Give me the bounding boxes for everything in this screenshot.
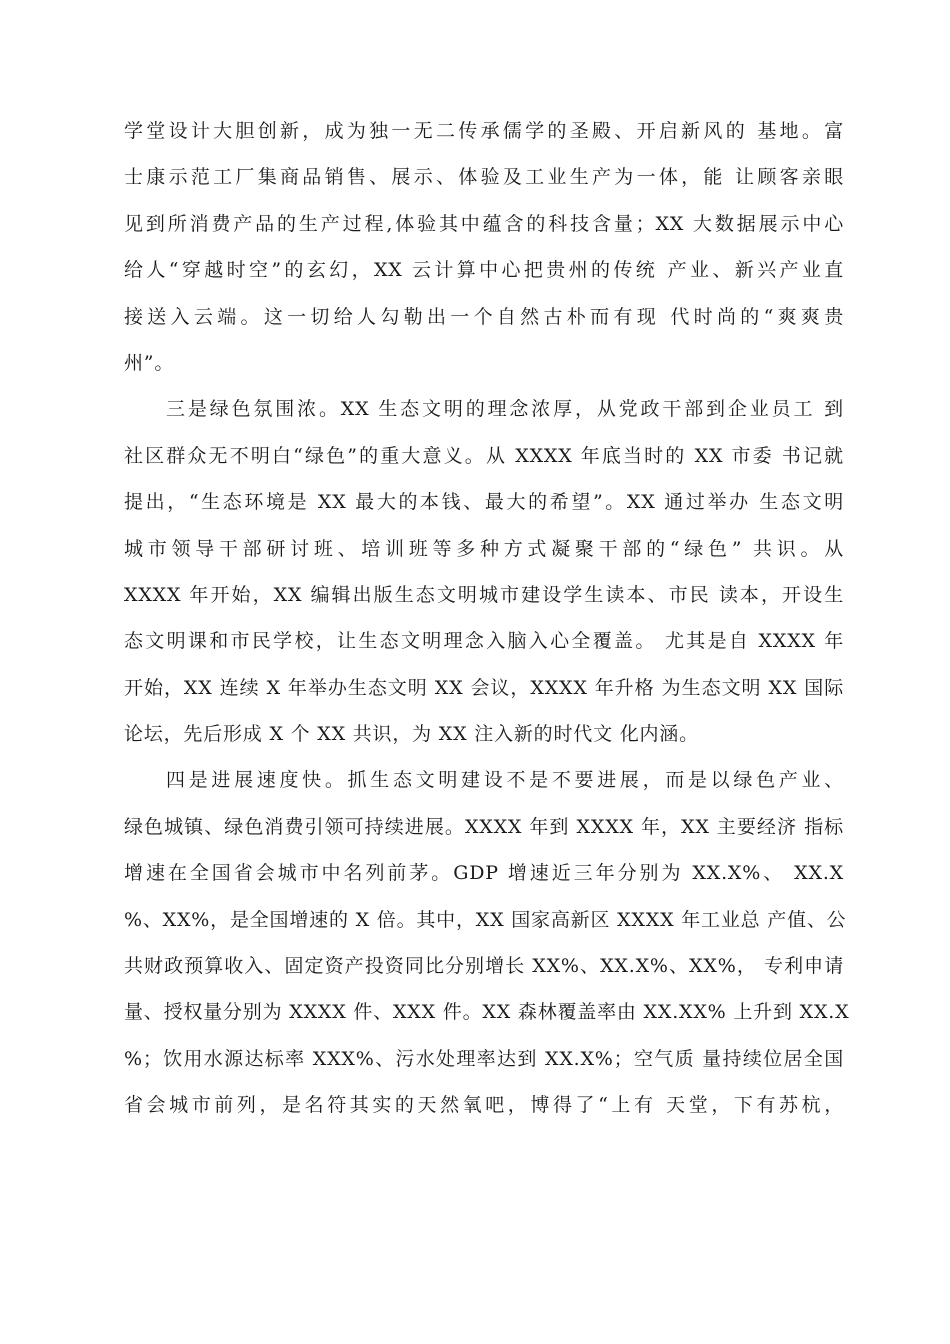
text-line: 论坛，先后形成 X 个 XX 共识，为 XX 注入新的时代文 化内涵。 [124, 723, 699, 746]
text-line: 社区群众无不明白“绿色”的重大意义。从 XXXX 年底当时的 XX 市委 书记就 [124, 444, 844, 467]
text-line: 绿色城镇、绿色消费引领可持续进展。XXXX 年到 XXXX 年，XX 主要经济 指标 [124, 815, 844, 838]
paragraph-2 [124, 386, 844, 757]
paragraph-1 [124, 108, 844, 386]
text-line: %、XX%，是全国增速的 X 倍。其中，XX 国家高新区 XXXX 年工业总 产值、公 [124, 908, 847, 931]
text-line: 见到所消费产品的生产过程,体验其中蕴含的科技含量；XX 大数据展示中心 [124, 212, 844, 235]
text-line: 州”。 [124, 351, 175, 374]
text-line: 开始，XX 连续 X 年举办生态文明 XX 会议，XXXX 年升格 为生态文明 XX 国际 [124, 676, 844, 699]
text-line: 三是绿色氛围浓。XX 生态文明的理念浓厚，从党政干部到企业员工 到 [166, 398, 844, 421]
text-line: 学堂设计大胆创新，成为独一无二传承儒学的圣殿、开启新风的 基地。富 [124, 120, 844, 142]
text-line: 四是进展速度快。抓生态文明建设不是不要进展，而是以绿色产业、 [166, 769, 844, 792]
text-line: 共财政预算收入、固定资产投资同比分别增长 XX%、XX.X%、XX%， 专利申请 [124, 955, 844, 978]
text-line: %；饮用水源达标率 XXX%、污水处理率达到 XX.X%；空气质 量持续位居全国 [124, 1047, 844, 1070]
text-line: 增速在全国省会城市中名列前茅。GDP 增速近三年分别为 XX.X%、 XX.X [124, 862, 844, 885]
text-line: 接送入云端。这一切给人勾勒出一个自然古朴而有现 代时尚的“爽爽贵 [124, 305, 844, 328]
text-line: 给人“穿越时空”的玄幻，XX 云计算中心把贵州的传统 产业、新兴产业直 [124, 259, 844, 282]
text-line: 城市领导干部研讨班、培训班等多种方式凝聚干部的“绿色” 共识。从 [124, 537, 844, 560]
text-line: XXXX 年开始，XX 编辑出版生态文明城市建设学生读本、市民 读本，开设生 [124, 583, 844, 606]
text-line: 士康示范工厂集商品销售、展示、体验及工业生产为一体，能 让顾客亲眼 [124, 166, 844, 189]
text-line: 提出，“生态环境是 XX 最大的本钱、最大的希望”。XX 通过举办 生态文明 [124, 491, 844, 514]
document-body [124, 108, 850, 1129]
text-line: 态文明课和市民学校，让生态文明理念入脑入心全覆盖。 尤其是自 XXXX 年 [124, 630, 844, 653]
paragraph-3 [124, 757, 850, 1128]
text-line: 省会城市前列，是名符其实的天然氧吧，博得了“上有 天堂，下有苏杭， [124, 1094, 844, 1117]
text-line: 量、授权量分别为 XXXX 件、XXX 件。XX 森林覆盖率由 XX.XX% 上升到 XX.X [124, 1001, 850, 1024]
